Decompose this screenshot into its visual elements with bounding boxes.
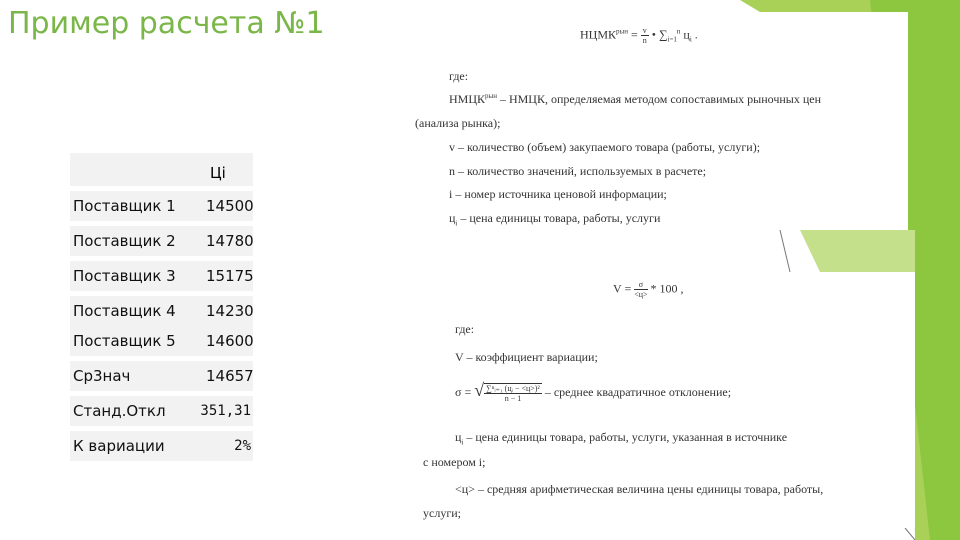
green-shape-mid [800, 230, 915, 272]
table-row [70, 226, 253, 256]
supplier-value: 14600 [180, 326, 253, 356]
definition-mean-cont: услуги; [423, 506, 461, 520]
variation-formula: V = $\frac{\sigma}{<ц>}$ * 100 , [613, 280, 684, 299]
definition-i: i – номер источника ценовой информации; [449, 187, 667, 201]
supplier-label: Поставщик 1 [70, 191, 180, 221]
supplier-value: 14230 [180, 296, 253, 326]
formula-panel-variation [415, 272, 915, 528]
definition-n: n – количество значений, используемых в расчете; [449, 164, 707, 178]
mean-label: Ср3нач [70, 361, 180, 391]
definition-mean: <ц> – средняя арифметическая величина цены единицы товара, работы, [455, 482, 824, 496]
stddev-label: Станд.Откл [70, 396, 180, 426]
supplier-value: 14500 [180, 191, 253, 221]
definition-nmck: $НМЦК^{рын}$ – НМЦК, определяемая методом сопоставимых рыночных цен [449, 92, 822, 106]
table-row [70, 361, 253, 391]
table-row [70, 431, 253, 461]
table-row [70, 396, 253, 426]
page-title: Пример расчета №1 [8, 6, 325, 41]
supplier-label: Поставщик 2 [70, 226, 180, 256]
supplier-label: Поставщик 3 [70, 261, 180, 291]
formula-fraction: $\frac{v}{n}$ [642, 26, 647, 45]
table-row [70, 191, 253, 221]
formula-fraction: $\frac{\sigma}{<ц>}$ [634, 280, 648, 299]
table-row [70, 326, 253, 356]
definition-nmck-cont: (анализа рынка); [415, 116, 501, 130]
table-header-empty [70, 153, 180, 186]
supplier-value: 15175 [180, 261, 253, 291]
definition-v: v – количество (объем) закупаемого товара (работы, услуги); [449, 140, 761, 154]
supplier-value: 14780 [180, 226, 253, 256]
definition-V: V – коэффициент вариации; [455, 350, 598, 364]
definition-ci-cont: с номером i; [423, 455, 486, 469]
formula-sum: • ∑ [651, 27, 668, 42]
stddev-value: 351,31 [180, 396, 253, 426]
table-row [70, 261, 253, 291]
formula-sup: рын [616, 27, 628, 36]
sqrt-icon: √ [474, 380, 485, 400]
definition-ci: $ц_i$ – цена единицы товара, работы, услуги [449, 211, 661, 228]
nmck-formula: $НЦМК^{рын}$ = $\frac{v}{n}$ • $\sum_{i=1}^n$ $ц_i$ . [580, 26, 698, 45]
cv-value: 2% [180, 431, 253, 461]
table-header-ci: Ці [180, 153, 253, 186]
supplier-label: Поставщик 5 [70, 326, 180, 356]
where-label: где: [449, 69, 469, 83]
sigma-fraction: $\frac{\text{∑ⁿᵢ₌₁ (цᵢ − <ц>)²}}{n - 1}$ [486, 384, 540, 404]
mean-value: 14657 [180, 361, 253, 391]
cv-label: К вариации [70, 431, 180, 461]
formula-eq: = [630, 27, 638, 42]
table-row [70, 296, 253, 326]
where-label: где: [455, 322, 475, 336]
sigma-formula: σ = √ $\frac{\text{∑ⁿᵢ₌₁ (цᵢ − <ц>)²}}{n - 1}$ – среднее квадратичное отклонение; [455, 380, 732, 404]
formula-symbol: НЦМК [580, 27, 617, 42]
formula-panel-nmck [415, 12, 908, 230]
deco-line-2 [905, 528, 915, 540]
supplier-label: Поставщик 4 [70, 296, 180, 326]
definition-ci: $ц_i$ – цена единицы товара, работы, услуги, указанная в источнике [455, 430, 788, 447]
deco-line [780, 230, 790, 272]
